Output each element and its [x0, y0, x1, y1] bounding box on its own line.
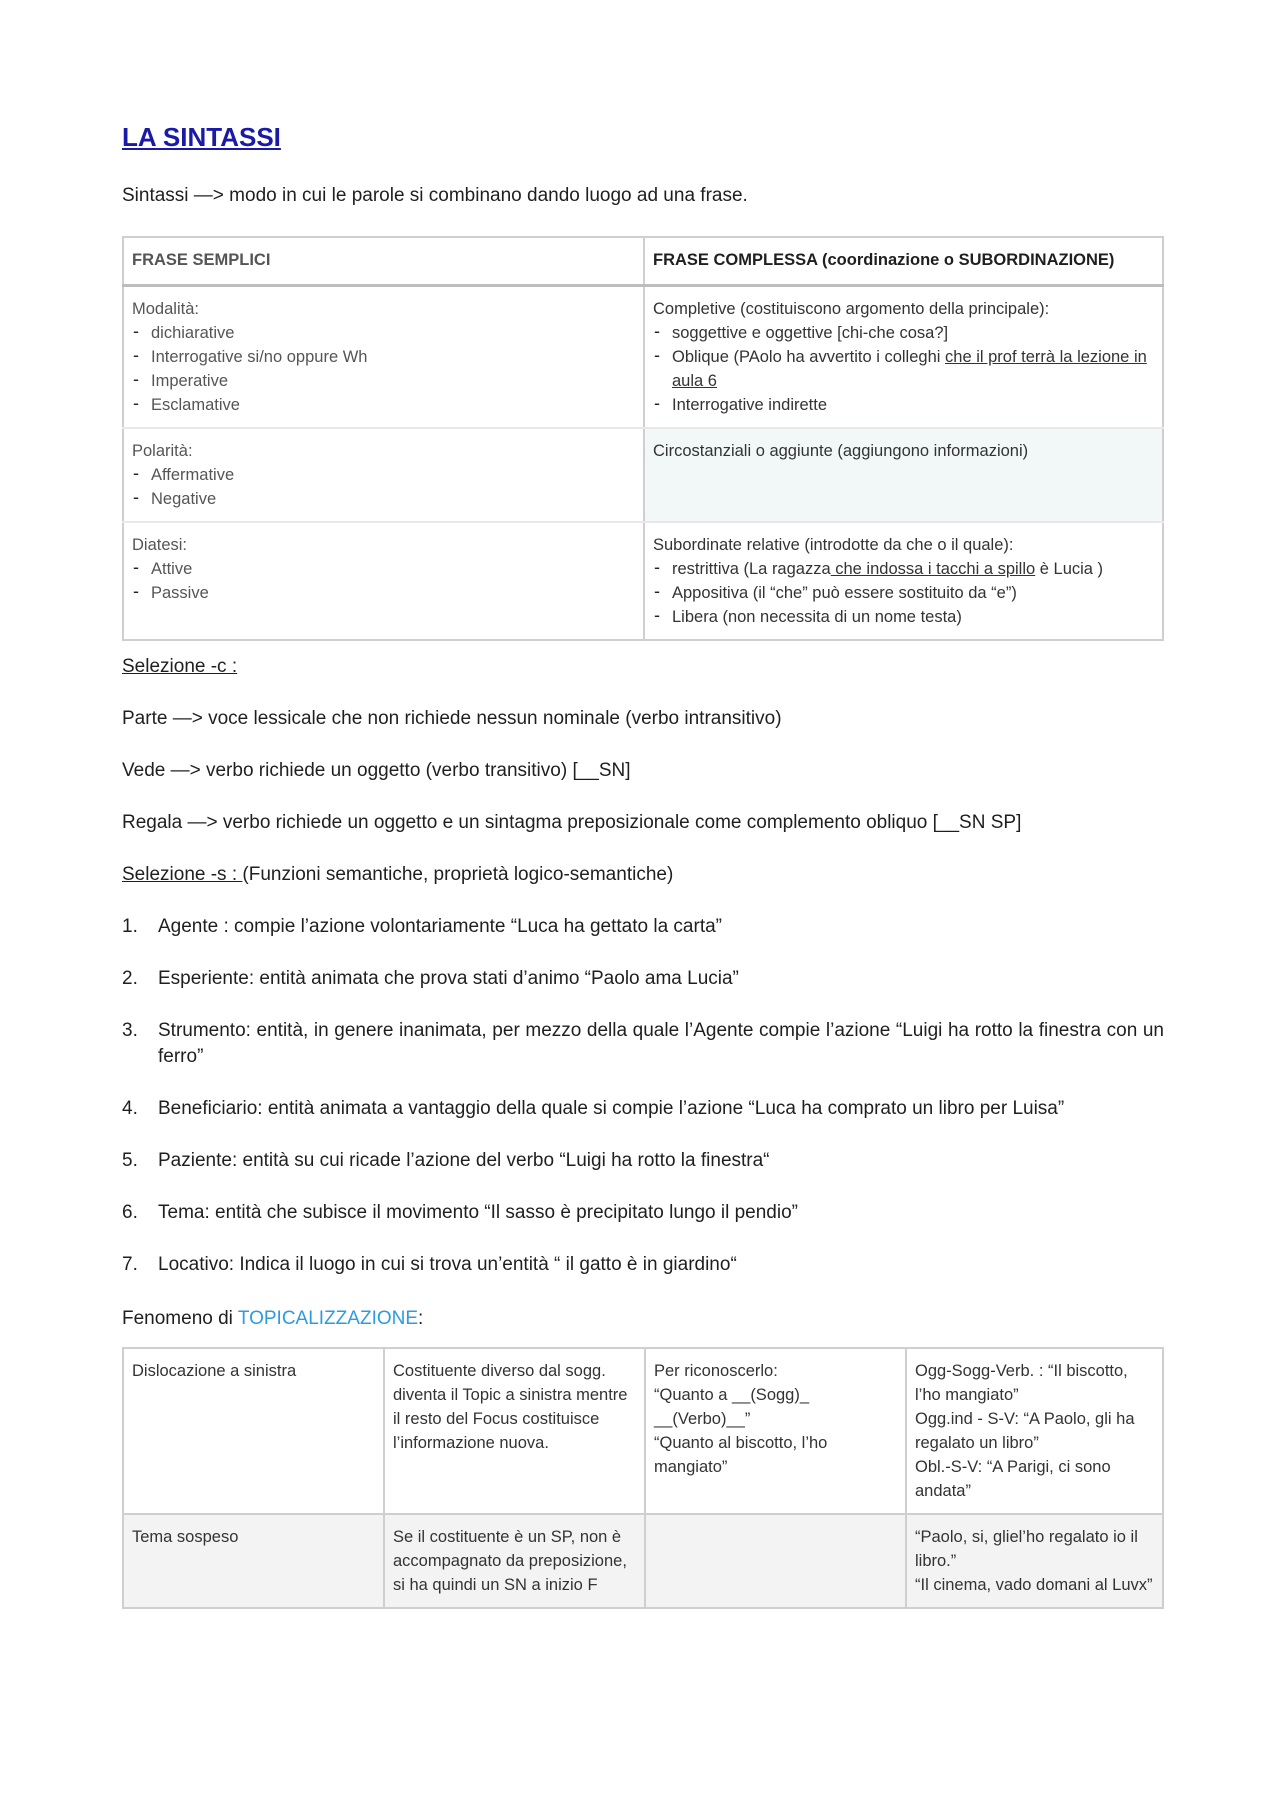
table-row	[123, 1514, 1163, 1608]
list-item: - Oblique (PAolo ha avvertito i colleghi che il prof terrà la lezione in aula 6	[653, 345, 1154, 393]
cell-polarita: Polarità: - Affermative - Negative	[123, 428, 644, 522]
modalita-list	[132, 321, 635, 417]
cell-modalita: Modalità: - dichiarative - Interrogative si/no oppure Wh - Imperative - Esclamative	[123, 286, 644, 429]
semantic-roles-list	[122, 914, 1164, 1304]
cell-relative: Subordinate relative (introdotte da che o il quale): - restrittiva (La ragazza che indossa i tacchi a spillo è Lucia ) - Appositiva (il “che” può essere sostituito da “e”) - Libera (non necessita di un nome testa)	[644, 522, 1163, 640]
header-complex: FRASE COMPLESSA (coordinazione o SUBORDINAZIONE)	[644, 237, 1163, 286]
list-item: - Appositiva (il “che” può essere sostituito da “e”)	[653, 581, 1154, 605]
list-item: - Affermative	[132, 463, 635, 487]
cell-circostanziali: Circostanziali o aggiunte (aggiungono informazioni)	[644, 428, 1163, 522]
table-row	[123, 428, 1163, 522]
cell-completive: Completive (costituiscono argomento della principale): - soggettive e oggettive [chi-che cosa?] - Oblique (PAolo ha avvertito i colleghi che il prof terrà la lezione in aula 6 - Interrogative indirette	[644, 286, 1163, 429]
list-item: - Negative	[132, 487, 635, 511]
list-item: - Attive	[132, 557, 635, 581]
selezione-c-line: Regala —> verbo richiede un oggetto e un sintagma preposizionale come complemento obliquo [__SN SP]	[122, 812, 1022, 833]
table-row	[123, 286, 1163, 429]
fenomeno-heading: Fenomeno di TOPICALIZZAZIONE:	[122, 1308, 424, 1329]
list-item: - Libera (non necessita di un nome testa)	[653, 605, 1154, 629]
list-item: 7. Locativo: Indica il luogo in cui si trova un’entità “ il gatto è in giardino“	[122, 1254, 737, 1275]
list-item: 5. Paziente: entità su cui ricade l’azione del verbo “Luigi ha rotto la finestra“	[122, 1150, 770, 1171]
sentence-types-table	[122, 236, 1164, 641]
cell-empty	[645, 1514, 906, 1608]
selezione-c-heading: Selezione -c :	[122, 656, 238, 677]
selezione-c-line: Vede —> verbo richiede un oggetto (verbo transitivo) [__SN]	[122, 760, 631, 781]
cell-esempi: Ogg-Sogg-Verb. : “Il biscotto, l’ho mangiato” Ogg.ind - S-V: “A Paolo, gli ha regalato un libro” Obl.-S-V: “A Parigi, ci sono andata”	[906, 1348, 1163, 1514]
list-item: - dichiarative	[132, 321, 635, 345]
list-item: - Passive	[132, 581, 635, 605]
table-header-row	[123, 237, 1163, 286]
list-item: 6. Tema: entità che subisce il movimento “Il sasso è precipitato lungo il pendio”	[122, 1202, 798, 1223]
list-item: - restrittiva (La ragazza che indossa i tacchi a spillo è Lucia )	[653, 557, 1154, 581]
list-item: - Interrogative si/no oppure Wh	[132, 345, 635, 369]
cell-riconoscere: Per riconoscerlo: “Quanto a __(Sogg)_ __(Verbo)__” “Quanto al biscotto, l’ho mangiato”	[645, 1348, 906, 1514]
list-item: 1. Agente : compie l’azione volontariamente “Luca ha gettato la carta”	[122, 916, 722, 937]
list-item: 3. Strumento: entità, in genere inanimata, per mezzo della quale l’Agente compie l’azione “Luigi ha rotto la finestra con un ferro”	[122, 1020, 1164, 1067]
cell-diatesi: Diatesi: - Attive - Passive	[123, 522, 644, 640]
completive-list	[653, 321, 1154, 417]
table-row	[123, 522, 1163, 640]
list-item: - Interrogative indirette	[653, 393, 1154, 417]
list-item: 4. Beneficiario: entità animata a vantaggio della quale si compie l’azione “Luca ha comprato un libro per Luisa”	[122, 1098, 1065, 1119]
selezione-c-line: Parte —> voce lessicale che non richiede nessun nominale (verbo intransitivo)	[122, 708, 782, 729]
list-item: 2. Esperiente: entità animata che prova stati d’animo “Paolo ama Lucia”	[122, 968, 739, 989]
cell-dislocazione-desc: Costituente diverso dal sogg. diventa il Topic a sinistra mentre il resto del Focus costituisce l’informazione nuova.	[384, 1348, 645, 1514]
cell-dislocazione: Dislocazione a sinistra	[123, 1348, 384, 1514]
topicalization-table	[122, 1347, 1164, 1609]
header-simple: FRASE SEMPLICI	[123, 237, 644, 286]
intro-text: Sintassi —> modo in cui le parole si combinano dando luogo ad una frase.	[122, 185, 748, 206]
list-item: - soggettive e oggettive [chi-che cosa?]	[653, 321, 1154, 345]
page-title: LA SINTASSI	[122, 122, 281, 152]
list-item: - Imperative	[132, 369, 635, 393]
list-item: - Esclamative	[132, 393, 635, 417]
selezione-s-heading: Selezione -s : (Funzioni semantiche, proprietà logico-semantiche)	[122, 864, 674, 885]
cell-tema-sospeso: Tema sospeso	[123, 1514, 384, 1608]
cell-esempi-tema: “Paolo, si, gliel’ho regalato io il libro.” “Il cinema, vado domani al Luvx”	[906, 1514, 1163, 1608]
table-row	[123, 1348, 1163, 1514]
cell-tema-sospeso-desc: Se il costituente è un SP, non è accompagnato da preposizione, si ha quindi un SN a inizio F	[384, 1514, 645, 1608]
